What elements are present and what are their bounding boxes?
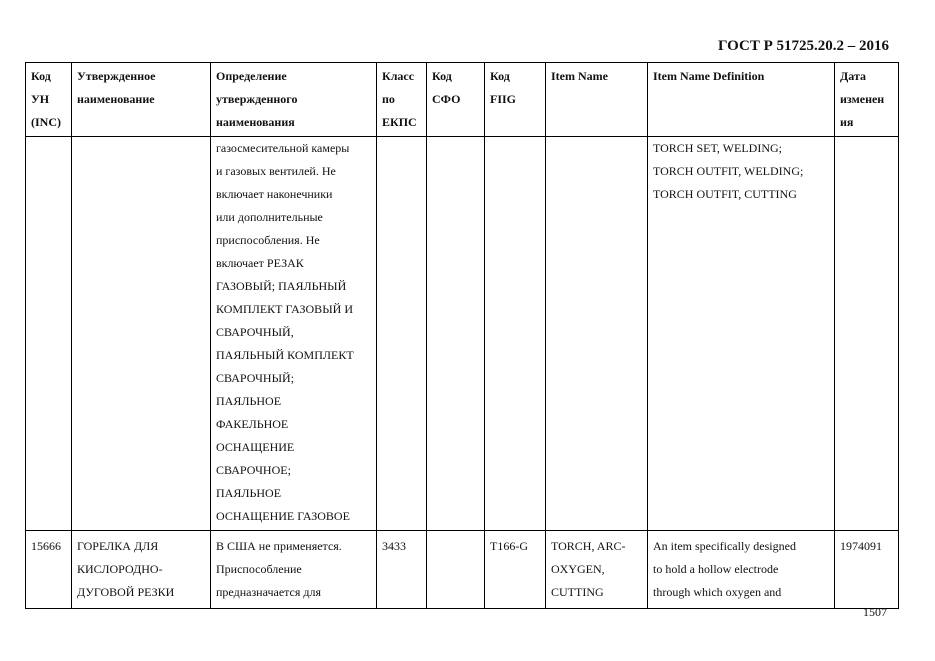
table-row [26,531,899,609]
cell-class [377,137,427,531]
cell-item-name-definition: An item specifically designed to hold a hollow electrode through which oxygen and [648,531,835,609]
cell-fiig [485,137,546,531]
cell-item-name: TORCH, ARC- OXYGEN, CUTTING [546,531,648,609]
cell-class: 3433 [377,531,427,609]
cell-sfo [427,531,485,609]
cell-definition: В США не применяется. Приспособление предназначается для [211,531,377,609]
header-sfo: Код СФО [427,63,485,137]
table-row-continuation [26,137,899,531]
header-definition: Определение утвержденного наименования [211,63,377,137]
header-item-name: Item Name [546,63,648,137]
cell-item-name [546,137,648,531]
header-fiig: Код FIIG [485,63,546,137]
header-date: Дата изменен ия [835,63,899,137]
header-item-name-definition: Item Name Definition [648,63,835,137]
cell-item-name-definition: TORCH SET, WELDING; TORCH OUTFIT, WELDING; TORCH OUTFIT, CUTTING [648,137,835,531]
cell-inc: 15666 [26,531,72,609]
cell-approved-name: ГОРЕЛКА ДЛЯ КИСЛОРОДНО- ДУГОВОЙ РЕЗКИ [72,531,211,609]
header-inc: Код УН (INC) [26,63,72,137]
document-title: ГОСТ Р 51725.20.2 – 2016 [717,38,889,54]
cell-date [835,137,899,531]
cell-approved-name [72,137,211,531]
cell-date: 1974091 [835,531,899,609]
cell-fiig: T166-G [485,531,546,609]
cell-inc [26,137,72,531]
page-number: 1507 [863,605,887,619]
header-row [26,63,899,137]
header-approved-name: Утвержденное наименование [72,63,211,137]
item-name-table [25,62,899,609]
header-class: Класс по ЕКПС [377,63,427,137]
cell-definition: газосмесительной камеры и газовых вентилей. Не включает наконечники или дополнительные приспособления. Не включает РЕЗАК ГАЗОВЫЙ; ПАЯЛЬНЫЙ КОМПЛЕКТ ГАЗОВЫЙ И СВАРОЧНЫЙ, ПАЯЛЬНЫЙ КОМПЛЕКТ СВАРОЧНЫЙ; ПАЯЛЬНОЕ ФАКЕЛЬНОЕ ОСНАЩЕНИЕ СВАРОЧНОЕ; ПАЯЛЬНОЕ ОСНАЩЕНИЕ ГАЗОВОЕ [211,137,377,531]
cell-sfo [427,137,485,531]
